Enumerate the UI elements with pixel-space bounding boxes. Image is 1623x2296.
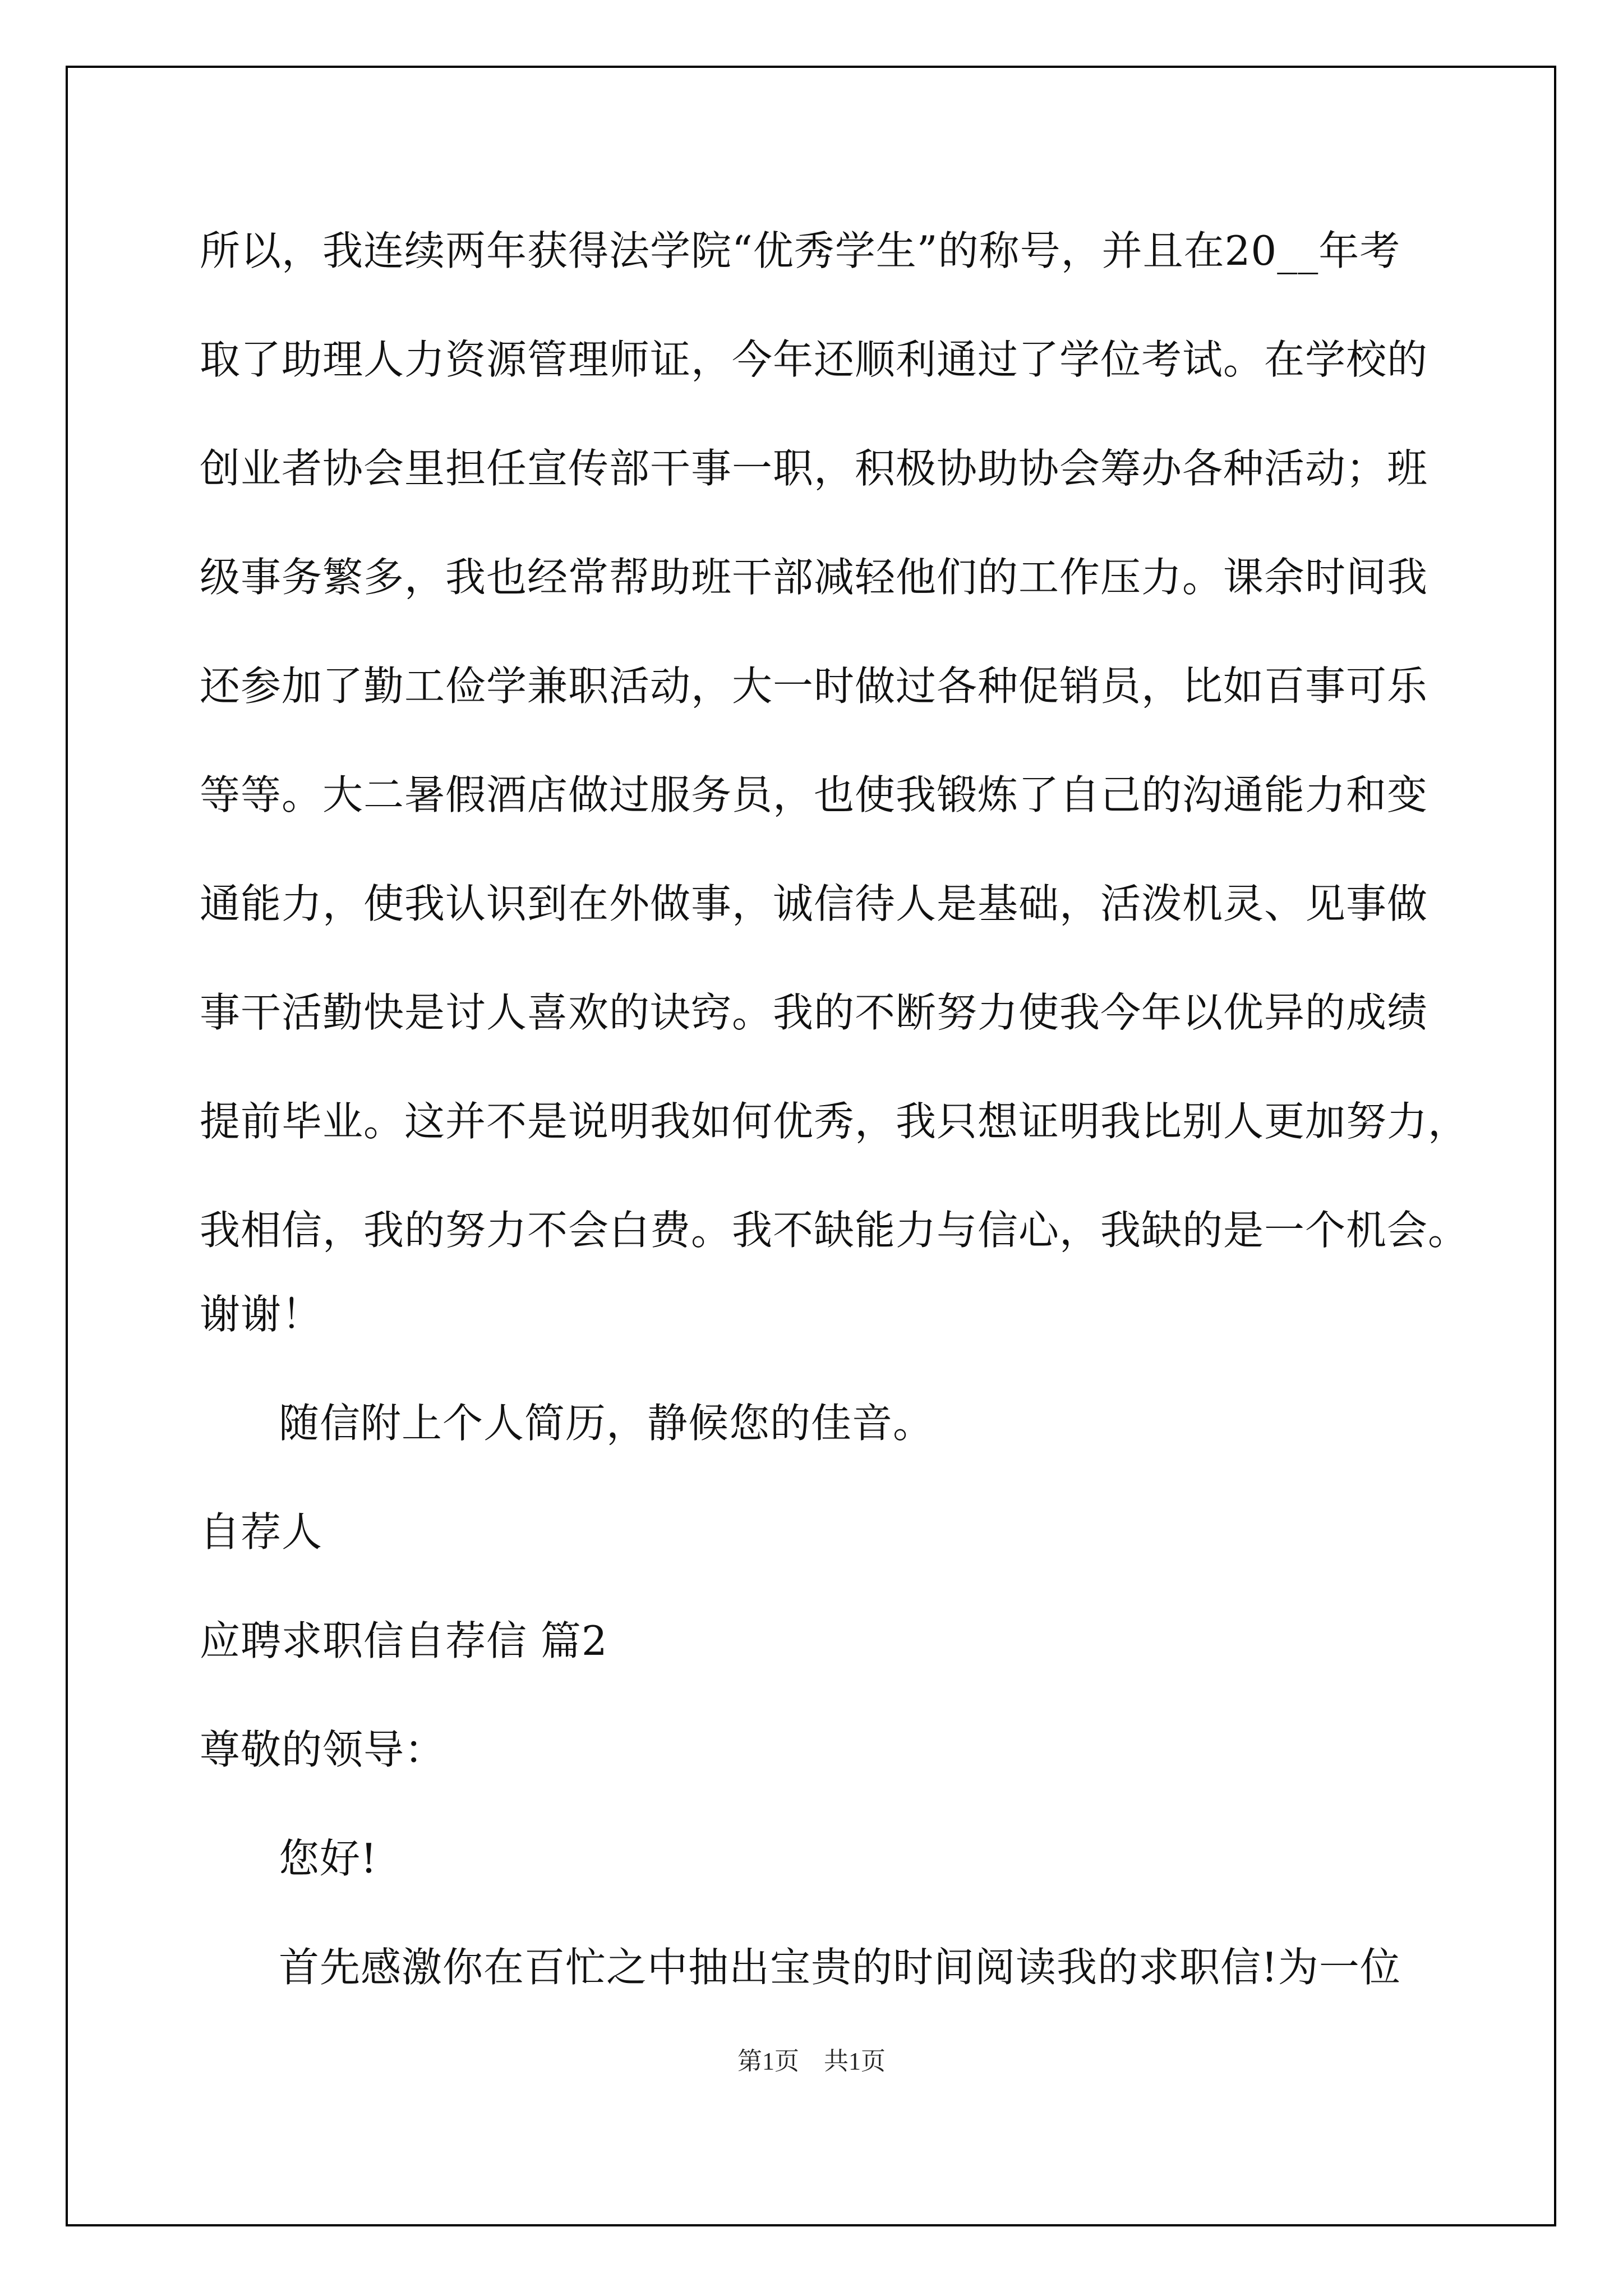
greeting: 您好!: [279, 1835, 377, 1882]
body-line: 我相信，我的努力不会白费。我不缺能力与信心，我缺的是一个机会。: [200, 1207, 1469, 1254]
body-line: 提前毕业。这并不是说明我如何优秀，我只想证明我比别人更加努力，: [200, 1098, 1469, 1145]
body-line: 取了助理人力资源管理师证，今年还顺利通过了学位考试。在学校的: [200, 336, 1428, 383]
body-line: 还参加了勤工俭学兼职活动，大一时做过各种促销员，比如百事可乐: [200, 662, 1428, 710]
body-line: 事干活勤快是讨人喜欢的诀窍。我的不断努力使我今年以优异的成绩: [200, 989, 1428, 1036]
body-line: 首先感激你在百忙之中抽出宝贵的时间阅读我的求职信!为一位: [279, 1944, 1401, 1991]
section-heading: 应聘求职信自荐信 篇2: [200, 1617, 608, 1664]
body-line: 级事务繁多，我也经常帮助班干部减轻他们的工作压力。课余时间我: [200, 554, 1428, 601]
page-number-footer: 第1页 共1页: [737, 2047, 886, 2075]
body-line: 所以，我连续两年获得法学院“优秀学生”的称号，并且在20__年考: [200, 227, 1401, 274]
resume-attached-line: 随信附上个人简历，静候您的佳音。: [279, 1400, 934, 1447]
body-line: 创业者协会里担任宣传部干事一职，积极协助协会筹办各种活动；班: [200, 445, 1428, 492]
salutation: 尊敬的领导：: [200, 1726, 446, 1773]
body-line: 通能力，使我认识到在外做事，诚信待人是基础，活泼机灵、见事做: [200, 880, 1428, 927]
signature-label: 自荐人: [200, 1508, 323, 1556]
body-line: 等等。大二暑假酒店做过服务员，也使我锻炼了自己的沟通能力和变: [200, 771, 1428, 818]
closing-thanks: 谢谢！: [200, 1291, 323, 1338]
